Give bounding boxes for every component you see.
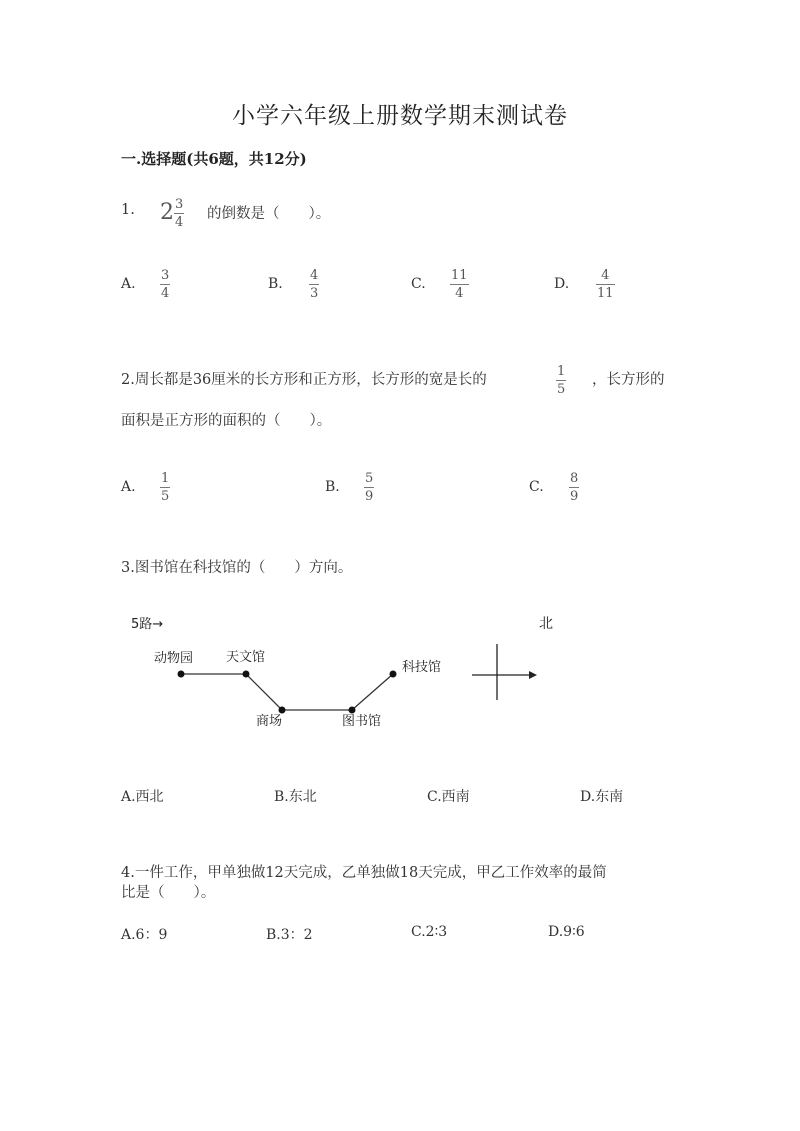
denominator: 4 <box>161 286 170 301</box>
science-museum-label: 科技馆 <box>402 660 442 675</box>
q3-option-d: D.东南 <box>580 789 624 805</box>
q4-option-c: C.2∶3 <box>411 924 448 940</box>
mall-node <box>279 707 286 714</box>
observatory-label: 天文馆 <box>226 650 266 665</box>
route-map-figure <box>0 600 800 740</box>
q3-option-c: C.西南 <box>427 789 470 805</box>
zoo-label: 动物园 <box>154 651 194 666</box>
q4-option-d: D.9∶6 <box>548 924 585 940</box>
q2-option-a-fraction <box>160 471 170 504</box>
denominator: 4 <box>455 286 464 301</box>
q2-stem-line2: 面积是正方形的面积的（ ）。 <box>121 413 332 429</box>
fraction-bar <box>450 284 469 285</box>
page-title: 小学六年级上册数学期末测试卷 <box>232 103 568 129</box>
zoo-node <box>178 671 185 678</box>
q3-stem: 3.图书馆在科技馆的（ ）方向。 <box>121 560 353 576</box>
fraction-bar <box>596 284 615 285</box>
q3-option-b: B.东北 <box>274 789 317 805</box>
q2-option-c-label: C. <box>529 479 544 495</box>
q1-option-d-fraction <box>596 268 615 301</box>
q4-option-a: A.6：9 <box>121 927 168 943</box>
q4-option-b: B.3：2 <box>266 927 313 943</box>
q1-number: 1. <box>121 202 135 218</box>
denominator: 5 <box>557 382 566 397</box>
mall-label: 商场 <box>256 714 283 729</box>
numerator: 8 <box>570 471 579 486</box>
fraction-bar <box>160 487 170 488</box>
numerator: 4 <box>601 268 610 283</box>
q2-option-a-label: A. <box>121 479 136 495</box>
fraction-bar <box>569 487 579 488</box>
q1-option-a-fraction <box>160 268 170 301</box>
map-road-label: 5路→ <box>131 617 164 632</box>
observatory-node <box>243 671 250 678</box>
q1-option-d-label: D. <box>554 276 570 292</box>
q1-fraction-denominator: 4 <box>175 215 184 230</box>
q1-option-b-fraction <box>309 268 319 301</box>
fraction-bar <box>364 487 374 488</box>
q2-stem-line1: 2.周长都是36厘米的长方形和正方形，长方形的宽是长的 <box>121 372 487 388</box>
q1-option-c-fraction <box>450 268 469 301</box>
numerator: 4 <box>310 268 319 283</box>
numerator: 5 <box>365 471 374 486</box>
numerator: 1 <box>557 364 566 379</box>
denominator: 3 <box>310 286 319 301</box>
q2-option-b-fraction <box>364 471 374 504</box>
fraction-bar <box>556 380 566 381</box>
q2-option-c-fraction <box>569 471 579 504</box>
q1-option-a-label: A. <box>121 276 136 292</box>
numerator: 3 <box>161 268 170 283</box>
q2-stem-line1-end: ，长方形的 <box>592 372 665 388</box>
q4-stem-line1: 4.一件工作，甲单独做12天完成，乙单独做18天完成，甲乙工作效率的最简 <box>121 865 607 881</box>
denominator: 9 <box>365 489 374 504</box>
numerator: 1 <box>161 471 170 486</box>
section-heading: 一.选择题(共6题，共12分) <box>121 150 307 168</box>
route-line <box>181 674 393 710</box>
science-museum-node <box>390 671 397 678</box>
q4-stem-line2: 比是（ ）。 <box>121 885 216 901</box>
q1-mixed-fraction <box>174 197 184 230</box>
q2-option-b-label: B. <box>325 479 340 495</box>
q1-option-b-label: B. <box>268 276 283 292</box>
fraction-bar <box>174 213 184 214</box>
compass-arrow-icon <box>529 671 537 679</box>
q1-stem: 的倒数是（ ）。 <box>207 206 331 222</box>
library-node <box>349 707 356 714</box>
q3-option-a: A.西北 <box>121 789 164 805</box>
q1-mixed-whole: 2 <box>160 200 174 225</box>
library-label: 图书馆 <box>342 714 382 729</box>
fraction-bar <box>309 284 319 285</box>
map-north-label: 北 <box>539 616 553 632</box>
fraction-bar <box>160 284 170 285</box>
q1-fraction-numerator: 3 <box>175 197 184 212</box>
numerator: 11 <box>451 268 468 283</box>
q1-option-c-label: C. <box>411 276 426 292</box>
denominator: 11 <box>597 286 614 301</box>
denominator: 5 <box>161 489 170 504</box>
q2-stem-fraction <box>556 364 566 397</box>
denominator: 9 <box>570 489 579 504</box>
